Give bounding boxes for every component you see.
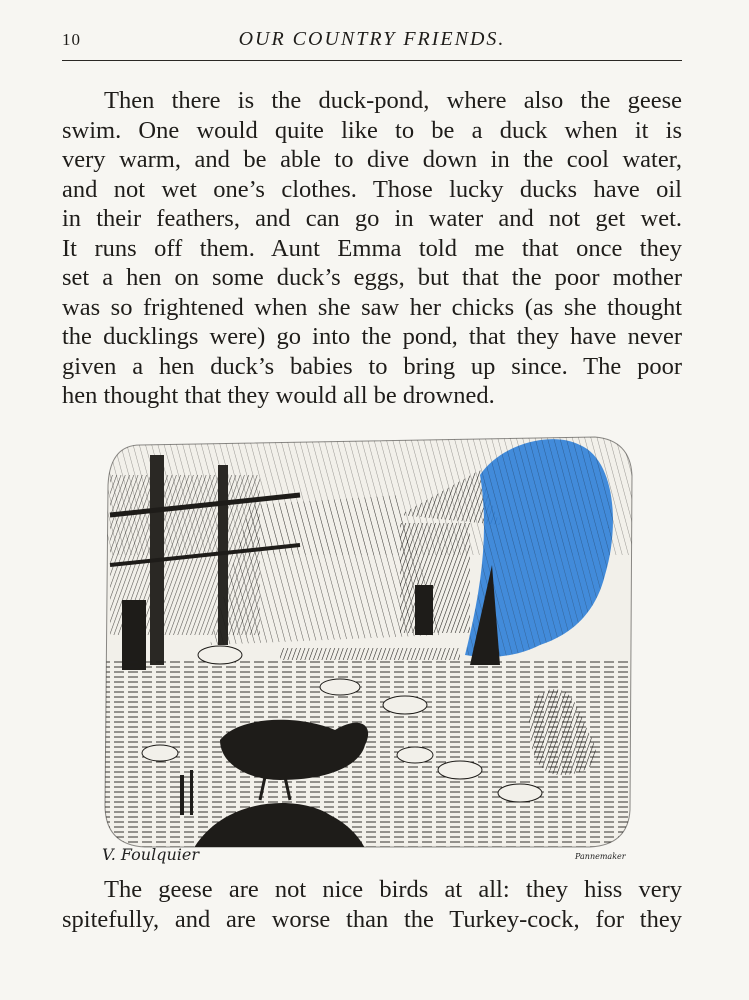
- page-header: [62, 26, 682, 62]
- text-line: It runs off them. Aunt Emma told me that once they: [62, 234, 682, 262]
- page-number: 10: [62, 30, 81, 49]
- text-line: spitefully, and are worse than the Turkey-cock, for they: [62, 905, 682, 933]
- text-line: given a hen duck’s babies to bring up since. The poor: [62, 352, 682, 380]
- engraving-svg: [100, 415, 635, 865]
- text-line: swim. One would quite like to be a duck when it is: [62, 116, 682, 144]
- paragraph-geese: [62, 875, 682, 934]
- header-rule: [62, 60, 682, 61]
- text-line: Then there is the duck-pond, where also the geese: [104, 87, 682, 114]
- paragraph-duck-pond: [62, 86, 682, 411]
- duck-pond-illustration: [100, 415, 635, 865]
- text-line: hen thought that they would all be drowned.: [62, 382, 495, 409]
- artist-signature: V. Foulquier: [102, 845, 199, 864]
- text-line: the ducklings were) go into the pond, that they have never: [62, 323, 682, 350]
- text-line: was so frightened when she saw her chicks (as she thought: [62, 293, 682, 321]
- text-line: The geese are not nice birds at all: they hiss very: [104, 876, 682, 903]
- text-line: and not wet one’s clothes. Those lucky ducks have oil: [62, 175, 682, 203]
- text-line: set a hen on some duck’s eggs, but that the poor mother: [62, 264, 682, 291]
- text-line: very warm, and be able to dive down in the cool water,: [62, 146, 682, 173]
- engraver-signature: Pannemaker: [575, 852, 626, 861]
- running-title: OUR COUNTRY FRIENDS.: [238, 28, 506, 50]
- text-line: in their feathers, and can go in water and not get wet.: [62, 205, 682, 232]
